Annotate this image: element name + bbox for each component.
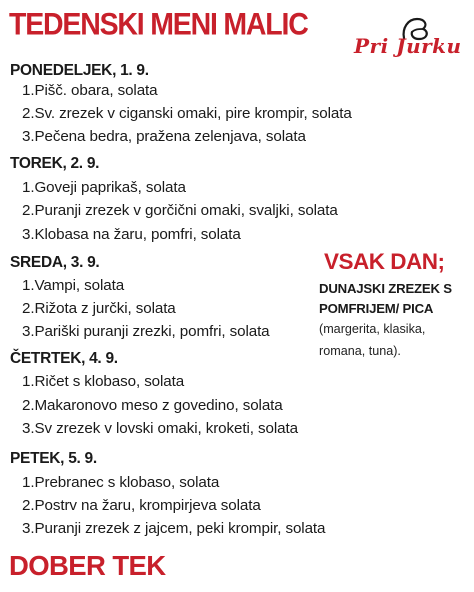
day-heading-monday: PONEDELJEK, 1. 9.: [10, 62, 149, 79]
item-number: 1.: [22, 373, 35, 390]
item-number: 1.: [22, 277, 35, 294]
item-text: Postrv na žaru, krompirjeva solata: [34, 497, 261, 514]
menu-item: [22, 202, 338, 219]
day-heading-tuesday: TOREK, 2. 9.: [10, 155, 100, 172]
daily-offer-line-2: POMFRIJEM/ PICA: [319, 301, 434, 316]
footer-greeting: DOBER TEK: [9, 550, 166, 581]
daily-offer-line-1: DUNAJSKI ZREZEK S: [319, 281, 452, 296]
item-number: 2.: [22, 397, 35, 414]
menu-item: [22, 420, 298, 437]
item-text: Sv. zrezek v ciganski omaki, pire krompir, solata: [34, 105, 352, 122]
every-day-heading: VSAK DAN;: [324, 249, 445, 274]
item-text: Pariški puranji zrezki, pomfri, solata: [34, 323, 270, 340]
pizza-options-line-1: (margerita, klasika,: [319, 322, 426, 336]
item-number: 2.: [22, 300, 35, 317]
item-text: Sv zrezek v lovski omaki, kroketi, solata: [34, 420, 298, 437]
item-number: 3.: [22, 520, 35, 537]
item-text: Ričet s klobaso, solata: [34, 373, 185, 390]
item-number: 3.: [22, 226, 35, 243]
item-text: Goveji paprikaš, solata: [34, 179, 186, 196]
menu-item: [22, 82, 158, 99]
item-number: 3.: [22, 128, 35, 145]
item-number: 3.: [22, 420, 35, 437]
logo-text: Pri Jurku: [354, 34, 462, 58]
item-text: Prebranec s klobaso, solata: [34, 474, 220, 491]
pizza-options-line-2: romana, tuna).: [319, 344, 401, 358]
menu-item: [22, 179, 186, 196]
menu-item: [22, 300, 176, 317]
item-number: 2.: [22, 497, 35, 514]
menu-item: [22, 373, 184, 390]
item-text: Pečena bedra, pražena zelenjava, solata: [34, 128, 306, 145]
item-number: 1.: [22, 82, 35, 99]
item-number: 1.: [22, 474, 35, 491]
restaurant-logo: [354, 16, 464, 62]
item-number: 2.: [22, 105, 35, 122]
item-number: 1.: [22, 179, 35, 196]
menu-item: [22, 323, 270, 340]
day-heading-wednesday: SREDA, 3. 9.: [10, 254, 100, 271]
menu-item: [22, 128, 306, 145]
menu-item: [22, 397, 283, 414]
page-title: TEDENSKI MENI MALIC: [9, 7, 308, 43]
item-text: Klobasa na žaru, pomfri, solata: [34, 226, 241, 243]
item-number: 2.: [22, 202, 35, 219]
item-text: Vampi, solata: [34, 277, 125, 294]
day-heading-friday: PETEK, 5. 9.: [10, 450, 97, 467]
day-heading-thursday: ČETRTEK, 4. 9.: [10, 350, 118, 367]
menu-item: [22, 226, 241, 243]
menu-item: [22, 277, 124, 294]
item-text: Rižota z jurčki, solata: [34, 300, 176, 317]
item-text: Puranji zrezek v gorčični omaki, svaljki, solata: [34, 202, 338, 219]
menu-item: [22, 105, 352, 122]
menu-item: [22, 497, 261, 514]
menu-item: [22, 520, 325, 537]
menu-item: [22, 474, 219, 491]
item-number: 3.: [22, 323, 35, 340]
item-text: Pišč. obara, solata: [34, 82, 158, 99]
item-text: Puranji zrezek z jajcem, peki krompir, solata: [34, 520, 326, 537]
item-text: Makaronovo meso z govedino, solata: [34, 397, 283, 414]
